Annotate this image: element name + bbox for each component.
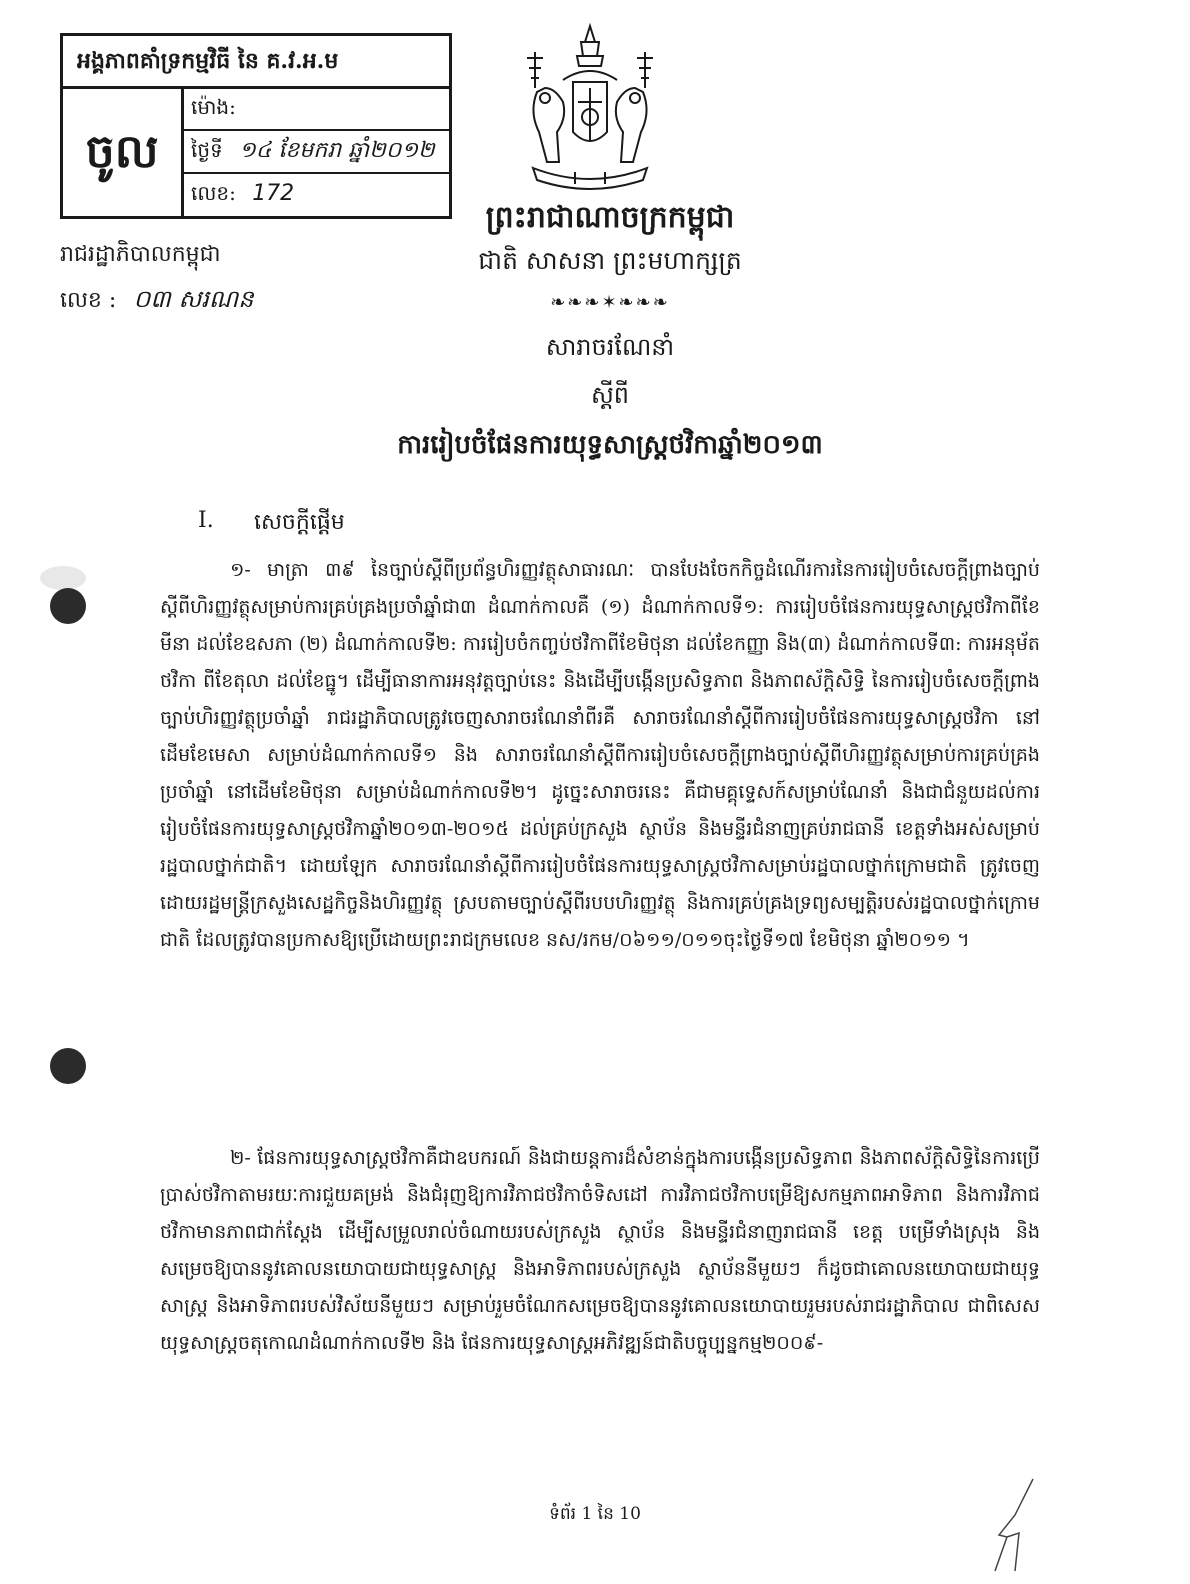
stamp-date-row bbox=[181, 129, 449, 174]
stamp-number-label: លេខ: bbox=[191, 181, 236, 205]
section-number: I. bbox=[198, 508, 214, 533]
kingdom-title: ព្រះរាជាណាចក្រកម្ពុជា bbox=[485, 200, 735, 235]
government-number-value: ០៣ សរណន bbox=[133, 285, 254, 313]
punch-hole-shadow bbox=[40, 566, 86, 590]
punch-hole-bottom bbox=[50, 1048, 86, 1084]
signature-mark-icon bbox=[985, 1475, 1045, 1575]
stamp-header: អង្គភាពគាំទ្រកម្មវិធី នៃ គ.វ.អ.ម bbox=[63, 36, 449, 89]
received-stamp bbox=[60, 33, 452, 219]
stamp-date-value: ១៤ ខែមករា ឆ្នាំ២០១២ bbox=[239, 138, 435, 163]
document-subject: ការរៀបចំផែនការយុទ្ធសាស្ត្រថវិកាឆ្នាំ២០១៣ bbox=[397, 430, 823, 460]
stamp-time-label: ម៉ោង: bbox=[191, 95, 236, 119]
stamp-received-label: ចូល bbox=[63, 86, 184, 216]
ornament-divider: ❧❧❧✶❧❧❧ bbox=[550, 292, 670, 313]
document-type: សារាចរណែនាំ bbox=[545, 333, 675, 361]
stamp-number-value: 172 bbox=[252, 181, 295, 206]
document-about: ស្តីពី bbox=[590, 381, 630, 409]
punch-hole-top bbox=[50, 588, 86, 624]
royal-emblem-icon bbox=[515, 22, 665, 192]
paragraph-2: ២- ផែនការយុទ្ធសាស្ត្រថវិកាគឺជាឧបករណ៍ និងជាយន្តការដ៏សំខាន់ក្នុងការបង្កើនប្រសិទ្ធភាព និងភាពស័ក្តិសិទ្ធិនៃការប្រើប្រាស់ថវិកាតាមរយៈការជួយគម្រង់ និងជំរុញឱ្យការវិភាជថវិកាចំទិសដៅ ការវិភាជថវិកាបម្រើឱ្យសកម្មភាពអាទិភាព និងការវិភាជថវិកាមានភាពជាក់ស្តែង ដើម្បីសម្រួលរាល់ចំណាយរបស់ក្រសួង ស្ថាប័ន និងមន្ទីរជំនាញរាជធានី ខេត្ត បម្រើទាំងស្រុង និងសម្រេចឱ្យបាននូវគោលនយោបាយជាយុទ្ធសាស្ត្រ និងអាទិភាពរបស់ក្រសួង ស្ថាប័ននីមួយៗ ក៏ដូចជាគោលនយោបាយជាយុទ្ធសាស្ត្រ និងអាទិភាពរបស់វិស័យនីមួយៗ សម្រាប់រួមចំណែកសម្រេចឱ្យបាននូវគោលនយោបាយរួមរបស់រាជរដ្ឋាភិបាល ជាពិសេស យុទ្ធសាស្ត្រចតុកោណដំណាក់កាលទី២ និង ផែនការយុទ្ធសាស្ត្រអភិវឌ្ឍន៍ជាតិបច្ចុប្បន្នកម្ម២០០៩- bbox=[160, 1147, 1040, 1354]
page-number: ទំព័រ 1 នៃ 10 bbox=[549, 1504, 641, 1524]
paragraph-1: ១- មាត្រា ៣៩ នៃច្បាប់ស្តីពីប្រព័ន្ធហិរញ្ញវត្ថុសាធារណៈ បានបែងចែកកិច្ចដំណើរការនៃការរៀបចំសេចក្តីព្រាងច្បាប់ស្តីពីហិរញ្ញវត្ថុសម្រាប់ការគ្រប់គ្រងប្រចាំឆ្នាំជា៣ ដំណាក់កាលគឺ (១) ដំណាក់កាលទី១: ការរៀបចំផែនការយុទ្ធសាស្ត្រថវិកាពីខែមីនា ដល់ខែឧសភា (២) ដំណាក់កាលទី២: ការរៀបចំកញ្ចប់ថវិកាពីខែមិថុនា ដល់ខែកញ្ញា និង(៣) ដំណាក់កាលទី៣: ការអនុម័តថវិកា ពីខែតុលា ដល់ខែធ្នូ។ ដើម្បីធានាការអនុវត្តច្បាប់នេះ និងដើម្បីបង្កើនប្រសិទ្ធភាព និងភាពស័ក្តិសិទ្ធិ នៃការរៀបចំសេចក្តីព្រាងច្បាប់ហិរញ្ញវត្ថុប្រចាំឆ្នាំ រាជរដ្ឋាភិបាលត្រូវចេញសារាចរណែនាំពីរគឺ សារាចរណែនាំស្តីពីការរៀបចំផែនការយុទ្ធសាស្ត្រថវិកា នៅដើមខែមេសា សម្រាប់ដំណាក់កាលទី១ និង សារាចរណែនាំស្តីពីការរៀបចំសេចក្តីព្រាងច្បាប់ស្តីពីហិរញ្ញវត្ថុសម្រាប់ការគ្រប់គ្រងប្រចាំឆ្នាំ នៅដើមខែមិថុនា សម្រាប់ដំណាក់កាលទី២។ ដូច្នេះសារាចរនេះ គឺជាមគ្គុទ្ទេសក៍សម្រាប់ណែនាំ និងជាជំនួយដល់ការរៀបចំផែនការយុទ្ធសាស្ត្រថវិកាឆ្នាំ២០១៣-២០១៥ ដល់គ្រប់ក្រសួង ស្ថាប័ន និងមន្ទីរជំនាញគ្រប់រាជធានី ខេត្តទាំងអស់សម្រាប់រដ្ឋបាលថ្នាក់ជាតិ។ ដោយឡែក សារាចរណែនាំស្តីពីការរៀបចំផែនការយុទ្ធសាស្ត្រថវិកាសម្រាប់រដ្ឋបាលថ្នាក់ក្រោមជាតិ ត្រូវចេញដោយរដ្ឋមន្ត្រីក្រសួងសេដ្ឋកិច្ចនិងហិរញ្ញវត្ថុ ស្របតាមច្បាប់ស្តីពីរបបហិរញ្ញវត្ថុ និងការគ្រប់គ្រងទ្រព្យសម្បត្តិរបស់រដ្ឋបាលថ្នាក់ក្រោមជាតិ ដែលត្រូវបានប្រកាសឱ្យប្រើដោយព្រះរាជក្រមលេខ នស/រកម/០៦១១/០១១ចុះថ្ងៃទី១៧ ខែមិថុនា ឆ្នាំ២០១១ ។ bbox=[160, 559, 1040, 951]
government-name: រាជរដ្ឋាភិបាលកម្ពុជា bbox=[60, 242, 221, 267]
kingdom-motto: ជាតិ សាសនា ព្រះមហាក្សត្រ bbox=[478, 246, 742, 275]
government-number bbox=[60, 284, 253, 319]
section-title: សេចក្តីផ្តើម bbox=[254, 510, 345, 535]
government-number-label: លេខ : bbox=[60, 288, 117, 313]
stamp-time-row bbox=[181, 86, 449, 131]
stamp-date-label: ថ្ងៃទី bbox=[191, 138, 223, 162]
